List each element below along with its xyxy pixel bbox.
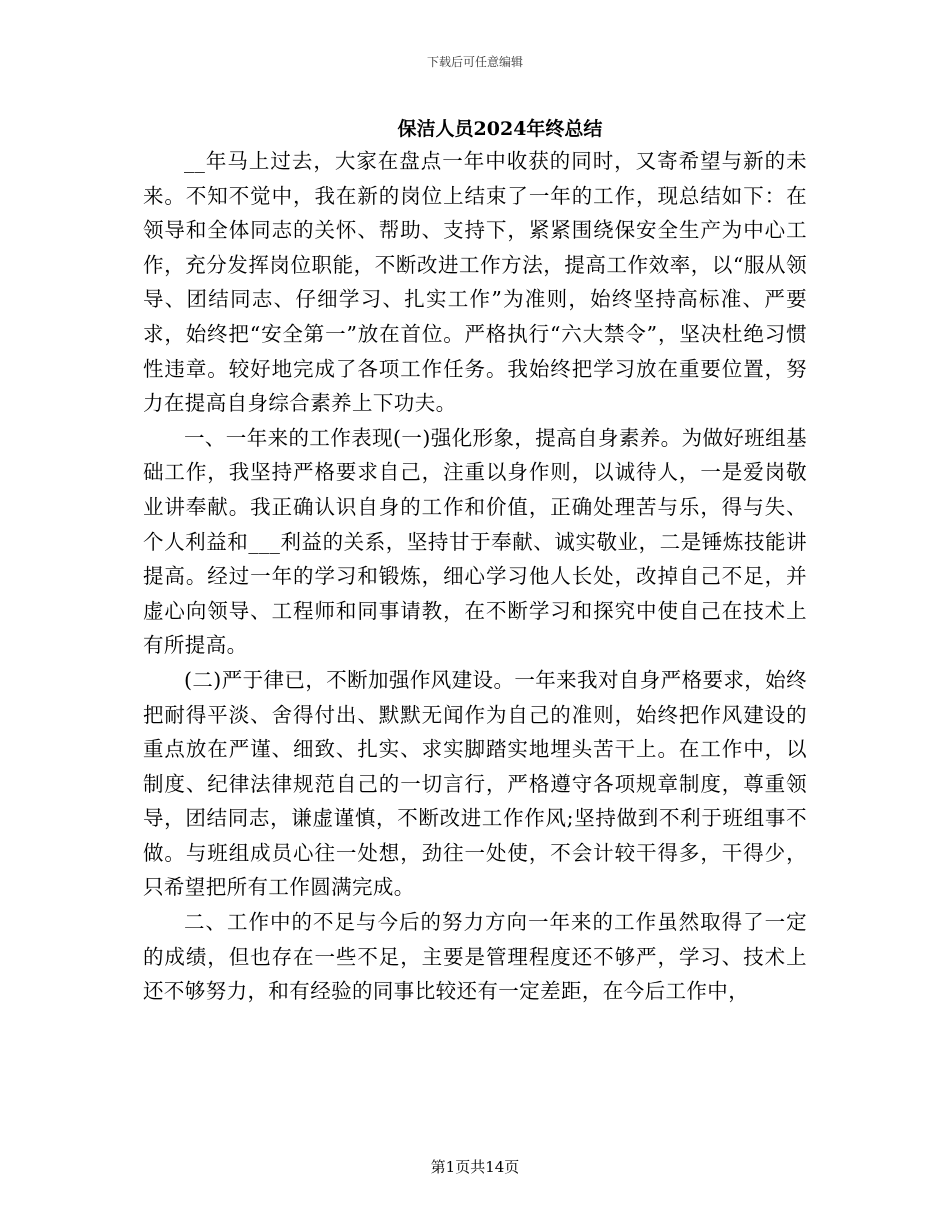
paragraph-self-discipline: (二)严于律已，不断加强作风建设。一年来我对自身严格要求，始终把耐得平淡、舍得付出、默默无闻作为自己的准则，始终把作风建设的重点放在严谨、细致、扎实、求实脚踏实地埋头苦干上。在工作中，以制度、纪律法律规范自己的一切言行，严格遵守各项规章制度，尊重领导，团结同志，谦虚谨慎，不断改进工作作风;坚持做到不利于班组事不做。与班组成员心往一处想，劲往一处使，不会计较干得多，干得少，只希望把所有工作圆满完成。 (143, 667, 807, 900)
document-title: 保洁人员2024年终总结 (397, 118, 603, 140)
paragraph-work-performance: 一、一年来的工作表现(一)强化形象，提高自身素养。为做好班组基础工作，我坚持严格要求自己，注重以身作则，以诚待人，一是爱岗敬业讲奉献。我正确认识自身的工作和价值，正确处理苦与乐，得与失、个人利益和___利益的关系，坚持甘于奉献、诚实敬业，二是锤炼技能讲提高。经过一年的学习和锻炼，细心学习他人长处，改掉自己不足，并虚心向领导、工程师和同事请教，在不断学习和探究中使自己在技术上有所提高。 (143, 425, 807, 658)
paragraph-intro: __年马上过去，大家在盘点一年中收获的同时，又寄希望与新的未来。不知不觉中，我在新的岗位上结束了一年的工作，现总结如下：在领导和全体同志的关怀、帮助、支持下，紧紧围绕保安全生产为中心工作，充分发挥岗位职能，不断改进工作方法，提高工作效率，以“服从领导、团结同志、仔细学习、扎实工作”为准则，始终坚持高标准、严要求，始终把“安全第一”放在首位。严格执行“六大禁令”，坚决杜绝习惯性违章。较好地完成了各项工作任务。我始终把学习放在重要位置，努力在提高自身综合素养上下功夫。 (143, 149, 807, 416)
page-header-note: 下载后可任意编辑 (426, 55, 523, 69)
paragraph-shortcomings: 二、工作中的不足与今后的努力方向一年来的工作虽然取得了一定的成绩，但也存在一些不足，主要是管理程度还不够严，学习、技术上还不够努力，和有经验的同事比较还有一定差距，在今后工作中， (143, 910, 807, 1004)
document-body (143, 144, 807, 1009)
page-number-footer: 第1页共14页 (430, 1158, 520, 1176)
